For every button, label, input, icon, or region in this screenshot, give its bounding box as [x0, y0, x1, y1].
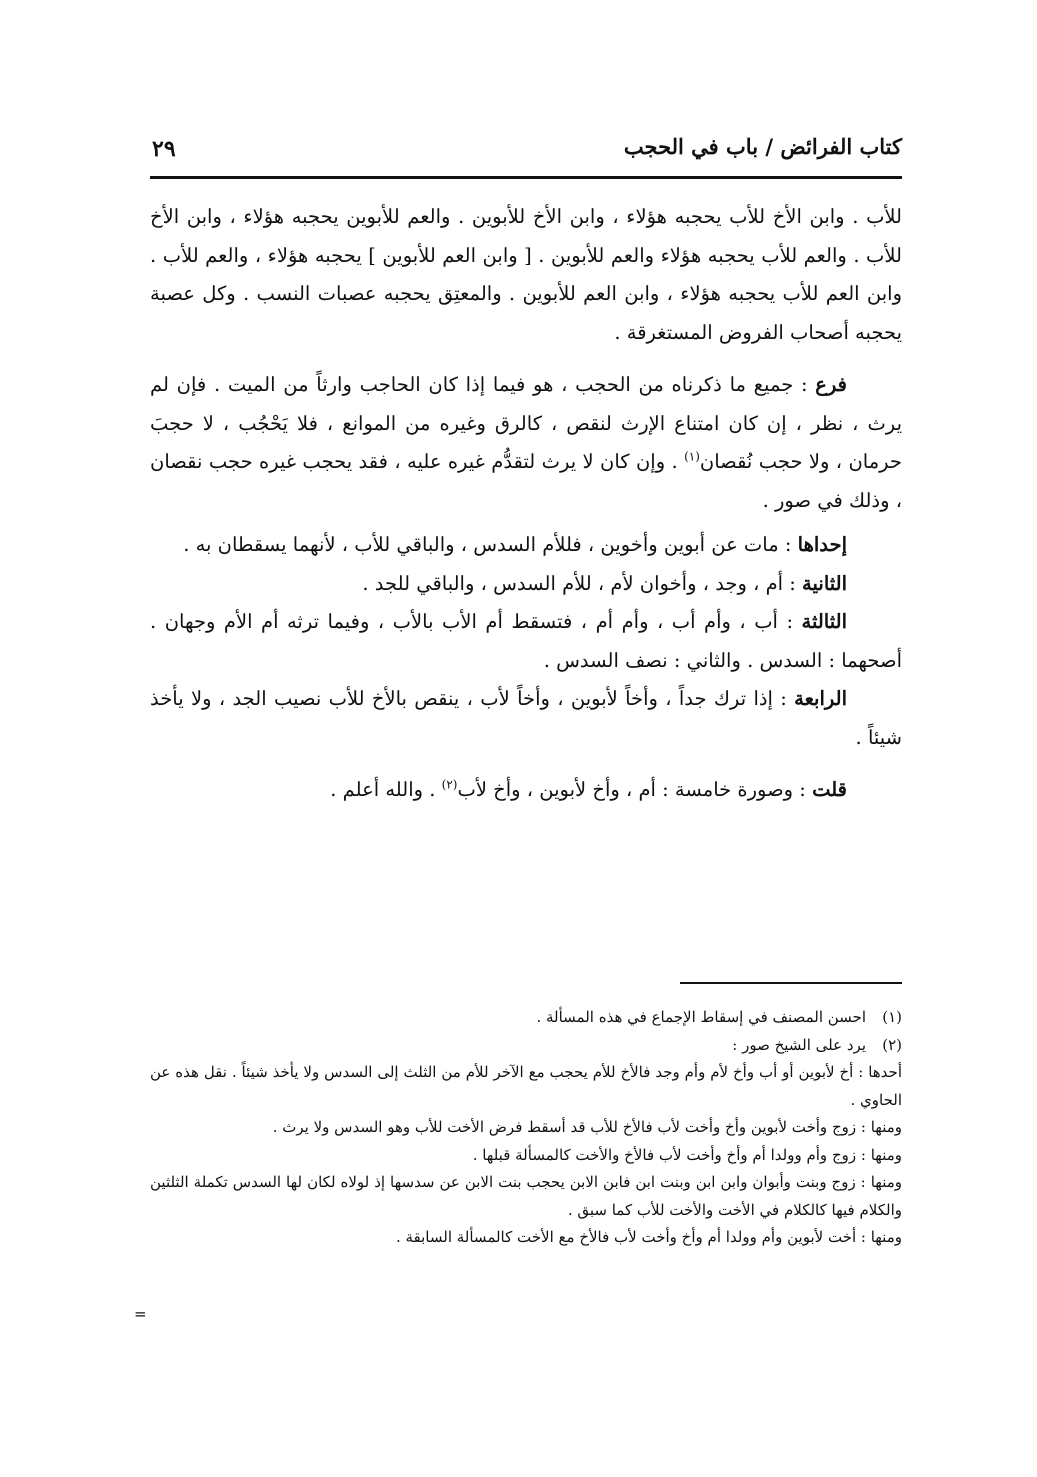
- footnote-number: (١): [882, 1008, 902, 1026]
- footnote-number: (٢): [882, 1035, 902, 1054]
- paragraph-text: : إذا ترك جداً ، وأخاً لأبوين ، وأخاً لأب ، ينقص بالأخ للأب نصيب الجد ، ولا يأخذ شيئاً .: [150, 687, 902, 749]
- paragraph-case-1: [150, 526, 902, 565]
- footnote-ref-2: (٢): [441, 777, 458, 792]
- paragraph-lead: فرع: [815, 373, 847, 396]
- page-header: [150, 128, 902, 172]
- paragraph-text: للأب . وابن الأخ للأب يحجبه هؤلاء ، وابن الأخ للأبوين . والعم للأبوين يحجبه هؤلاء ، وابن الأخ للأب . والعم للأب يحجبه هؤلاء والعم للأبوين . [ وابن العم للأبوين ] يحجبه هؤلاء ، والعم للأب . وابن العم للأب يحجبه هؤلاء ، وابن العم للأبوين . والمعتِق يحجبه عصبات النسب . وكل عصبة يحجبه أصحاب الفروض المستغرقة .: [150, 205, 902, 344]
- footnote-2-item: أحدها : أخ لأبوين أو أب وأخ لأم وأم وجد فالأخ للأم يحجب مع الآخر للأم من الثلث إلى السدس ولا يأخذ شيئاً . نقل هذه عن الحاوي .: [150, 1063, 902, 1109]
- paragraph-text: : مات عن أبوين وأخوين ، فللأم السدس ، والباقي للأب ، لأنهما يسقطان به .: [183, 533, 798, 556]
- footnote-2-item: ومنها : زوج وأخت لأبوين وأخ وأخت لأب فالأخ للأب قد أسقط فرض الأخت للأب وهو السدس ولا يرث .: [272, 1118, 902, 1136]
- paragraph-far: [150, 366, 902, 520]
- paragraph-case-4: [150, 680, 902, 757]
- paragraph-lead: الثالثة: [801, 610, 847, 633]
- footnote-2-item: ومنها : أخت لأبوين وأم وولدا أم وأخ وأخت لأب فالأخ مع الأخت كالمسألة السابقة .: [395, 1228, 902, 1246]
- footnote-text: احسن المصنف في إسقاط الإجماع في هذه المسألة .: [536, 1008, 866, 1026]
- footnote-2-item: ومنها : زوج وبنت وأبوان وابن ابن وبنت ابن فابن الابن يحجب بنت الابن عن سدسها إذ لولاه لكان لها السدس تكملة الثلثين والكلام فيها كالكلام في الأخت والأخت للأب كما سبق .: [150, 1173, 902, 1219]
- paragraph-text: : وصورة خامسة : أم ، وأخ لأبوين ، وأخ لأب: [457, 778, 813, 801]
- paragraph-case-2: [150, 565, 902, 604]
- paragraph-lead: الثانية: [802, 571, 847, 595]
- running-title: كتاب الفرائض / باب في الحجب: [623, 134, 902, 159]
- footnote-2: [150, 1032, 902, 1060]
- footnote-text: يرد على الشيخ صور :: [732, 1035, 866, 1054]
- paragraph-text: : جميع ما ذكرناه من الحجب ، هو فيما إذا كان الحاجب وارثاً من الميت . فإن لم يرث ، نظر ، إن كان امتناع الإرث لنقص ، كالرق وغيره من الموانع ، فلا يَحْجُب ، لا حجبَ حرمان ، ولا حجب نُقصان: [150, 373, 902, 473]
- paragraph-text: . وإن كان لا يرث لتقدُّم غيره عليه ، فقد يحجب غيره حجب نقصان ، وذلك في صور .: [150, 450, 902, 512]
- paragraph-text: : أم ، وجد ، وأخوان لأم ، للأم السدس ، والباقي للجد .: [362, 571, 803, 595]
- header-rule: [150, 176, 902, 179]
- footnote-ref-1: (١): [684, 449, 700, 464]
- paragraph-qultu: [150, 771, 902, 810]
- paragraph-lead: إحداها: [797, 533, 847, 556]
- paragraph-text: : أب ، وأم أب ، وأم أم ، فتسقط أم الأب بالأب ، وفيما ترثه أم الأم وجهان . أصحهما : السدس . والثاني : نصف السدس .: [150, 610, 902, 672]
- footnote-rule: [680, 982, 902, 984]
- footnote-2-item: ومنها : زوج وأم وولدا أم وأخ وأخت لأب فالأخ والأخت كالمسألة قبلها .: [472, 1145, 902, 1164]
- margin-mark: =: [134, 1305, 147, 1323]
- footnote-1: [150, 1004, 902, 1032]
- footnotes: [150, 1004, 902, 1252]
- paragraph-text: . والله أعلم .: [330, 778, 442, 801]
- paragraph-case-3: [150, 603, 902, 680]
- paragraph-continuation: [150, 198, 902, 352]
- page-number: ٢٩: [152, 136, 176, 162]
- main-text: [150, 198, 902, 810]
- paragraph-lead: قلت: [812, 778, 847, 801]
- paragraph-lead: الرابعة: [794, 687, 847, 710]
